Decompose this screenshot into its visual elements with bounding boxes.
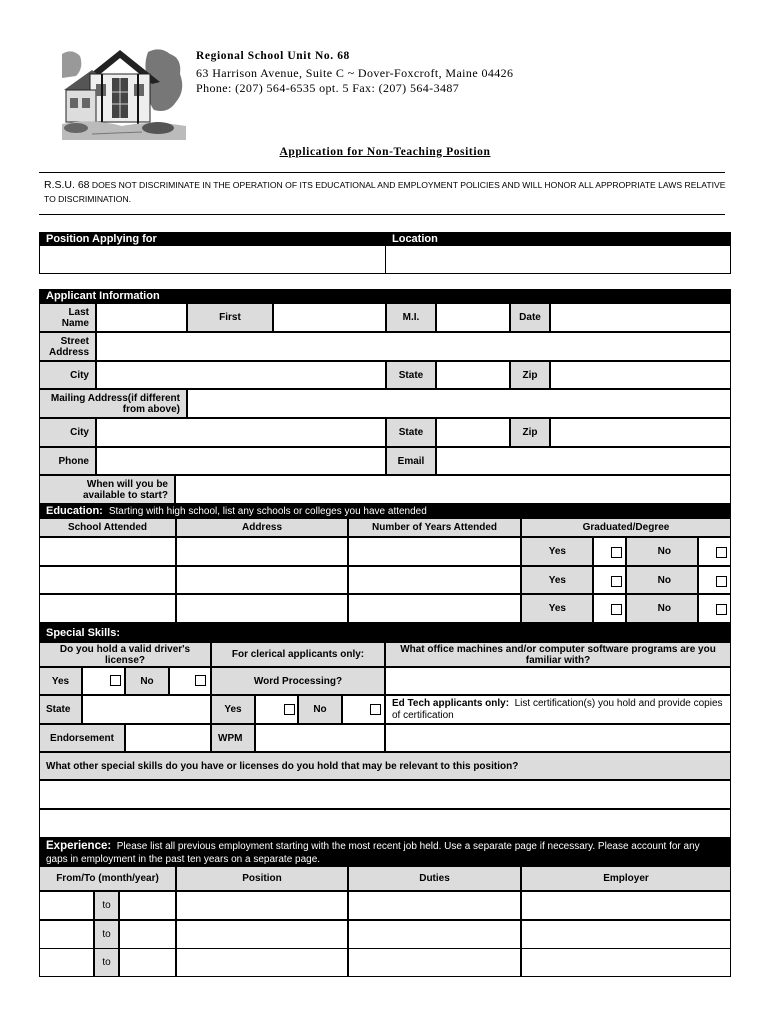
edu-no-cell <box>698 537 731 566</box>
exp-from-input[interactable] <box>39 948 94 977</box>
license-yes-label: Yes <box>39 667 82 695</box>
experience-title: Experience: <box>46 840 112 852</box>
organization-phone: Phone: (207) 564-6535 opt. 5 Fax: (207) 564-3487 <box>196 81 460 95</box>
edu-school-input[interactable] <box>39 537 176 566</box>
disclaimer <box>44 178 726 206</box>
edu-no-checkbox[interactable] <box>716 604 727 615</box>
education-header <box>39 504 731 518</box>
zip-input[interactable] <box>550 361 731 389</box>
mailing-city-label: City <box>39 418 96 447</box>
wpm-label: WPM <box>211 724 255 752</box>
mailing-state-label: State <box>386 418 436 447</box>
street-address-input[interactable] <box>96 332 731 361</box>
exp-to-input[interactable] <box>119 920 176 949</box>
edtech-label: Ed Tech applicants only: <box>392 698 510 709</box>
state-label: State <box>386 361 436 389</box>
license-state-input[interactable] <box>82 695 211 724</box>
edu-address-input[interactable] <box>176 594 348 623</box>
first-name-input[interactable] <box>273 303 386 332</box>
location-label: Location <box>392 233 438 245</box>
edtech-text: List certification(s) you hold and provide copies of certification <box>392 698 723 721</box>
mailing-zip-label: Zip <box>510 418 550 447</box>
mi-input[interactable] <box>436 303 510 332</box>
edu-no-label: No <box>626 594 698 623</box>
license-no-label: No <box>125 667 169 695</box>
divider <box>39 214 725 215</box>
edu-no-label: No <box>626 566 698 594</box>
date-input[interactable] <box>550 303 731 332</box>
wp-yes-checkbox[interactable] <box>284 704 295 715</box>
edu-years-input[interactable] <box>348 594 521 623</box>
phone-label: Phone <box>39 447 96 475</box>
edu-yes-cell <box>593 566 626 594</box>
applicant-info-header <box>39 289 731 303</box>
mi-label: M.I. <box>386 303 436 332</box>
col-graduated-degree: Graduated/Degree <box>521 518 731 537</box>
edu-yes-checkbox[interactable] <box>611 576 622 587</box>
zip-label: Zip <box>510 361 550 389</box>
street-address-label: Street Address <box>39 332 96 361</box>
organization-name: Regional School Unit No. 68 <box>196 50 350 62</box>
col-employer: Employer <box>521 866 731 891</box>
office-machines-question: What office machines and/or computer software programs are you familiar with? <box>385 642 731 667</box>
wp-no-checkbox[interactable] <box>370 704 381 715</box>
endorsement-label: Endorsement <box>39 724 125 752</box>
edtech-certification-note <box>385 695 731 724</box>
city-input[interactable] <box>96 361 386 389</box>
city-label: City <box>39 361 96 389</box>
exp-position-input[interactable] <box>176 891 348 920</box>
mailing-city-input[interactable] <box>96 418 386 447</box>
other-skills-input-2[interactable] <box>39 809 731 838</box>
special-skills-title: Special Skills: <box>46 626 120 639</box>
page-title: Application for Non-Teaching Position <box>279 146 491 158</box>
education-note: Starting with high school, list any schools or colleges you have attended <box>108 505 427 517</box>
location-header <box>385 232 731 246</box>
wp-no-label: No <box>298 695 342 724</box>
edu-years-input[interactable] <box>348 566 521 594</box>
last-name-label: Last Name <box>39 303 96 332</box>
mailing-address-input[interactable] <box>187 389 731 418</box>
edu-years-input[interactable] <box>348 537 521 566</box>
experience-note: Please list all previous employment starting with the most recent job held. Use a separate page if necessary. Please account for any gaps in employment in the past ten years on a separate page. <box>46 841 700 865</box>
email-label: Email <box>386 447 436 475</box>
license-state-label: State <box>39 695 82 724</box>
exp-employer-input[interactable] <box>521 920 731 949</box>
exp-duties-input[interactable] <box>348 948 521 977</box>
edu-address-input[interactable] <box>176 566 348 594</box>
edu-yes-cell <box>593 594 626 623</box>
edu-yes-checkbox[interactable] <box>611 547 622 558</box>
edu-yes-label: Yes <box>521 566 593 594</box>
edu-school-input[interactable] <box>39 566 176 594</box>
exp-employer-input[interactable] <box>521 948 731 977</box>
school-logo <box>62 44 186 140</box>
applicant-info-title: Applicant Information <box>46 290 160 302</box>
exp-to-input[interactable] <box>119 948 176 977</box>
col-duties: Duties <box>348 866 521 891</box>
organization-address: 63 Harrison Avenue, Suite C ~ Dover-Foxcroft, Maine 04426 <box>196 66 514 80</box>
col-school-attended: School Attended <box>39 518 176 537</box>
other-skills-question: What other special skills do you have or licenses do you hold that may be relevant to this position? <box>39 752 731 780</box>
exp-duties-input[interactable] <box>348 920 521 949</box>
special-skills-header <box>39 623 731 642</box>
edu-yes-cell <box>593 537 626 566</box>
clerical-applicants-label: For clerical applicants only: <box>211 642 385 667</box>
col-address: Address <box>176 518 348 537</box>
available-start-input[interactable] <box>175 475 731 504</box>
edu-no-cell <box>698 566 731 594</box>
mailing-state-input[interactable] <box>436 418 510 447</box>
exp-position-input[interactable] <box>176 948 348 977</box>
exp-from-input[interactable] <box>39 891 94 920</box>
position-applying-header <box>39 232 386 246</box>
disclaimer-text: DOES NOT DISCRIMINATE IN THE OPERATION OF ITS EDUCATIONAL AND EMPLOYMENT POLICIES AND WILL HONOR ALL APPROPRIATE LAWS RELATIVE TO DISCRIMINATION. <box>44 180 726 204</box>
first-name-label: First <box>187 303 273 332</box>
mailing-address-label: Mailing Address(if different from above) <box>39 389 187 418</box>
exp-from-input[interactable] <box>39 920 94 949</box>
divider <box>39 172 725 173</box>
word-processing-label: Word Processing? <box>211 667 385 695</box>
last-name-input[interactable] <box>96 303 187 332</box>
exp-duties-input[interactable] <box>348 891 521 920</box>
other-skills-input-1[interactable] <box>39 780 731 809</box>
license-yes-checkbox[interactable] <box>110 675 121 686</box>
experience-header <box>39 838 731 866</box>
education-title: Education: <box>46 505 103 517</box>
edu-no-label: No <box>626 537 698 566</box>
edu-no-checkbox[interactable] <box>716 547 727 558</box>
available-start-label: When will you be available to start? <box>39 475 175 504</box>
mailing-zip-input[interactable] <box>550 418 731 447</box>
edu-yes-label: Yes <box>521 537 593 566</box>
license-yes-cell <box>82 667 125 695</box>
exp-to-label: to <box>94 891 119 920</box>
edu-yes-checkbox[interactable] <box>611 604 622 615</box>
edu-address-input[interactable] <box>176 537 348 566</box>
wp-yes-label: Yes <box>211 695 255 724</box>
wp-yes-cell <box>255 695 298 724</box>
edu-no-checkbox[interactable] <box>716 576 727 587</box>
state-input[interactable] <box>436 361 510 389</box>
exp-to-label: to <box>94 948 119 977</box>
location-input[interactable] <box>385 245 731 274</box>
date-label: Date <box>510 303 550 332</box>
office-machines-input[interactable] <box>385 667 731 695</box>
wp-no-cell <box>342 695 385 724</box>
col-from-to: From/To (month/year) <box>39 866 176 891</box>
license-no-cell <box>169 667 211 695</box>
exp-employer-input[interactable] <box>521 891 731 920</box>
email-input[interactable] <box>436 447 731 475</box>
exp-to-input[interactable] <box>119 891 176 920</box>
exp-position-input[interactable] <box>176 920 348 949</box>
wpm-input[interactable] <box>255 724 385 752</box>
col-years-attended: Number of Years Attended <box>348 518 521 537</box>
endorsement-input[interactable] <box>125 724 211 752</box>
school-building-icon <box>62 44 186 140</box>
phone-input[interactable] <box>96 447 386 475</box>
position-input[interactable] <box>39 245 386 274</box>
edu-no-cell <box>698 594 731 623</box>
edu-school-input[interactable] <box>39 594 176 623</box>
position-applying-label: Position Applying for <box>46 233 157 245</box>
license-no-checkbox[interactable] <box>195 675 206 686</box>
col-position: Position <box>176 866 348 891</box>
exp-to-label: to <box>94 920 119 949</box>
disclaimer-lead: R.S.U. 68 <box>44 179 90 191</box>
drivers-license-question: Do you hold a valid driver's license? <box>39 642 211 667</box>
edtech-certification-input[interactable] <box>385 724 731 752</box>
edu-yes-label: Yes <box>521 594 593 623</box>
